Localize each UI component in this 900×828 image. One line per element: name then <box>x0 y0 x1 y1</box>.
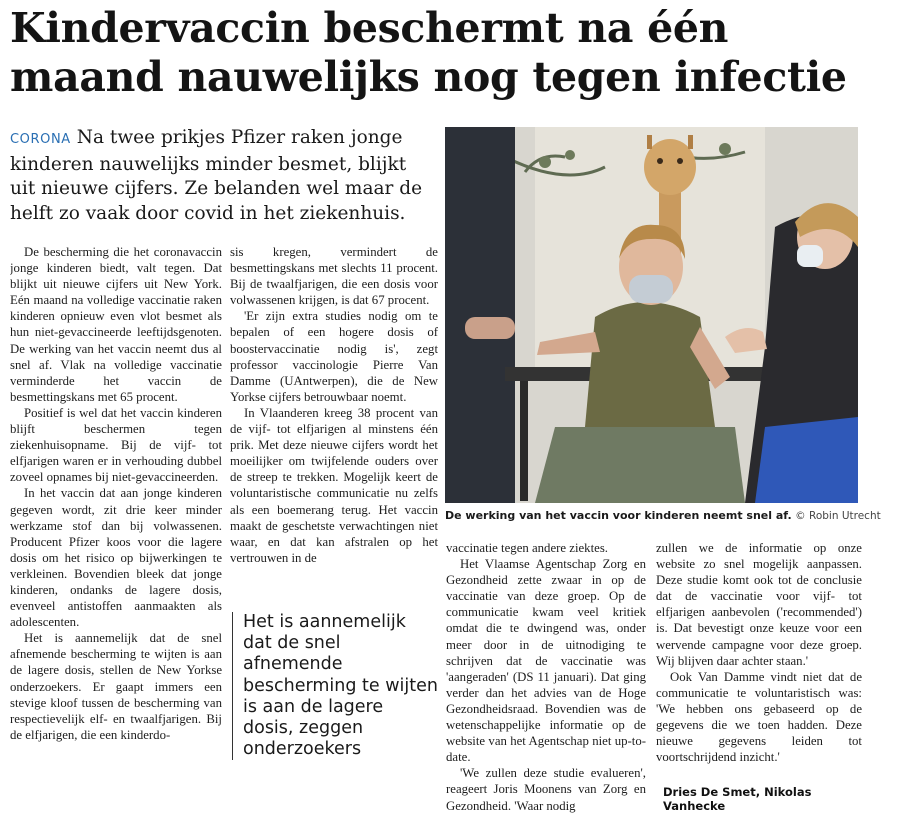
paragraph: 'Er zijn extra studies nodig om te bepalen of een hogere dosis of boostervaccinatie nodig is', zegt professor vaccinologie Pierre Van Damme (UAntwerpen), die de New Yorkse cijfers betrouwbaar noemt. <box>230 309 438 404</box>
paragraph: In Vlaanderen kreeg 38 procent van de vijf- tot elfjarigen al minstens één prik. Met deze nieuwe cijfers wordt het moeilijker om twijfelende ouders over de streep te trekken. Mogelijk keert de voluntaristische communicatie nu zelfs als een boemerang terug. Het vaccin maakt de geschetste verwachtingen niet waar, en dat kan afstralen op het vertrouwen in de <box>230 405 438 565</box>
article-column-2 <box>230 244 438 589</box>
photo-credit: © Robin Utrecht <box>795 510 881 522</box>
article-column-1 <box>10 244 222 804</box>
lead-text: Na twee prikjes Pfizer raken jonge kinderen nauwelijks minder besmet, blijkt uit nieuwe cijfers. Ze belanden wel maar de helft zo vaak door covid in het ziekenhuis. <box>10 127 423 224</box>
paragraph: sis kregen, vermindert de besmettingskans met slechts 11 procent. Bij de twaalfjarigen, die een dosis voor volwassenen krijgen, is dat 67 procent. <box>230 245 438 308</box>
article-column-4 <box>656 540 862 815</box>
paragraph: Ook Van Damme vindt niet dat de communicatie te voluntaristisch was: 'We hebben ons gebaseerd op de gegevens die we toen hadden. Deze nieuwe gegevens leiden tot voortschrijdend inzicht.' <box>656 669 862 765</box>
paragraph: In het vaccin dat aan jonge kinderen gegeven wordt, zit drie keer minder werkzame stof dan bij volwassenen. Producent Pfizer koos voor die lagere dosis om het risico op bijwerkingen te verkleinen. Bovendien bleek dat jonge kinderen, ondanks de lagere dosis, evenveel antistoffen aanmaakten als adolescenten. <box>10 486 222 630</box>
pull-quote: Het is aannemelijk dat de snel afnemende bescherming te wijten is aan de lagere dosis, zeggen onderzoekers <box>232 612 439 760</box>
headline: Kindervaccin beschermt na één maand nauwelijks nog tegen infectie <box>10 4 847 101</box>
paragraph: vaccinatie tegen andere ziektes. <box>446 541 608 555</box>
paragraph: Het is aannemelijk dat de snel afnemende bescherming te wijten is aan de lagere dosis, stellen de New Yorkse onderzoekers. Er gaapt immers een stevige kloof tussen de bescherming van respectievelijk elf- en twaalfjarigen. Bij de elfjarigen, die een kinderdo- <box>10 631 222 742</box>
article-column-3 <box>446 540 646 815</box>
vaccination-photo-illustration <box>445 127 858 503</box>
lead-paragraph <box>10 126 430 226</box>
paragraph: Positief is wel dat het vaccin kinderen blijft beschermen tegen ziekenhuisopname. Bij de vijf- tot elfjarigen waren er in verhouding dubbel zoveel opnames bij niet-gevaccineerden. <box>10 405 222 485</box>
byline: Dries De Smet, Nikolas Vanhecke <box>663 785 812 813</box>
paragraph: De bescherming die het coronavaccin jonge kinderen biedt, valt tegen. Dat blijkt uit nieuwe cijfers uit New York. Eén maand na volledige vaccinatie raken kinderen opnieuw even vlot besmet als hun niet-gevaccineerde leeftijdsgenoten. De werking van het vaccin neemt dus al snel af. Vlak na volledige vaccinatie verminderde het vaccin de besmettingskans met 65 procent. <box>10 245 222 404</box>
section-kicker: CORONA <box>10 132 71 147</box>
paragraph: 'We zullen deze studie evalueren', reageert Joris Moonens van Zorg en Gezondheid. 'Waar nodig <box>446 766 646 813</box>
paragraph: zullen we de informatie op onze website zo snel mogelijk aanpassen. Deze studie komt ook tot de conclusie dat de vaccinatie voor vijf- tot elfjarigen aanbevolen ('recommended') is. Dat bevestigt onze keuze voor een wervende campagne voor deze groep. Wij blijven daar achter staan.' <box>656 541 862 668</box>
photo-caption <box>445 509 881 522</box>
article-photo <box>445 127 858 503</box>
caption-text: De werking van het vaccin voor kinderen neemt snel af. <box>445 509 792 522</box>
paragraph: Het Vlaamse Agentschap Zorg en Gezondheid zette zwaar in op de vaccinatie van deze groep. Op de communicatie kwam veel kritiek omdat die te dwingend was, onder meer door in de uitnodiging te schrijven dat de vaccinatie was 'aangeraden' (DS 11 januari). Dat ging verder dan het advies van de Hoge Gezondheidsraad. Bovendien was de wetenschappelijke informatie op de website van het Agentschap niet up-to-date. <box>446 557 646 765</box>
